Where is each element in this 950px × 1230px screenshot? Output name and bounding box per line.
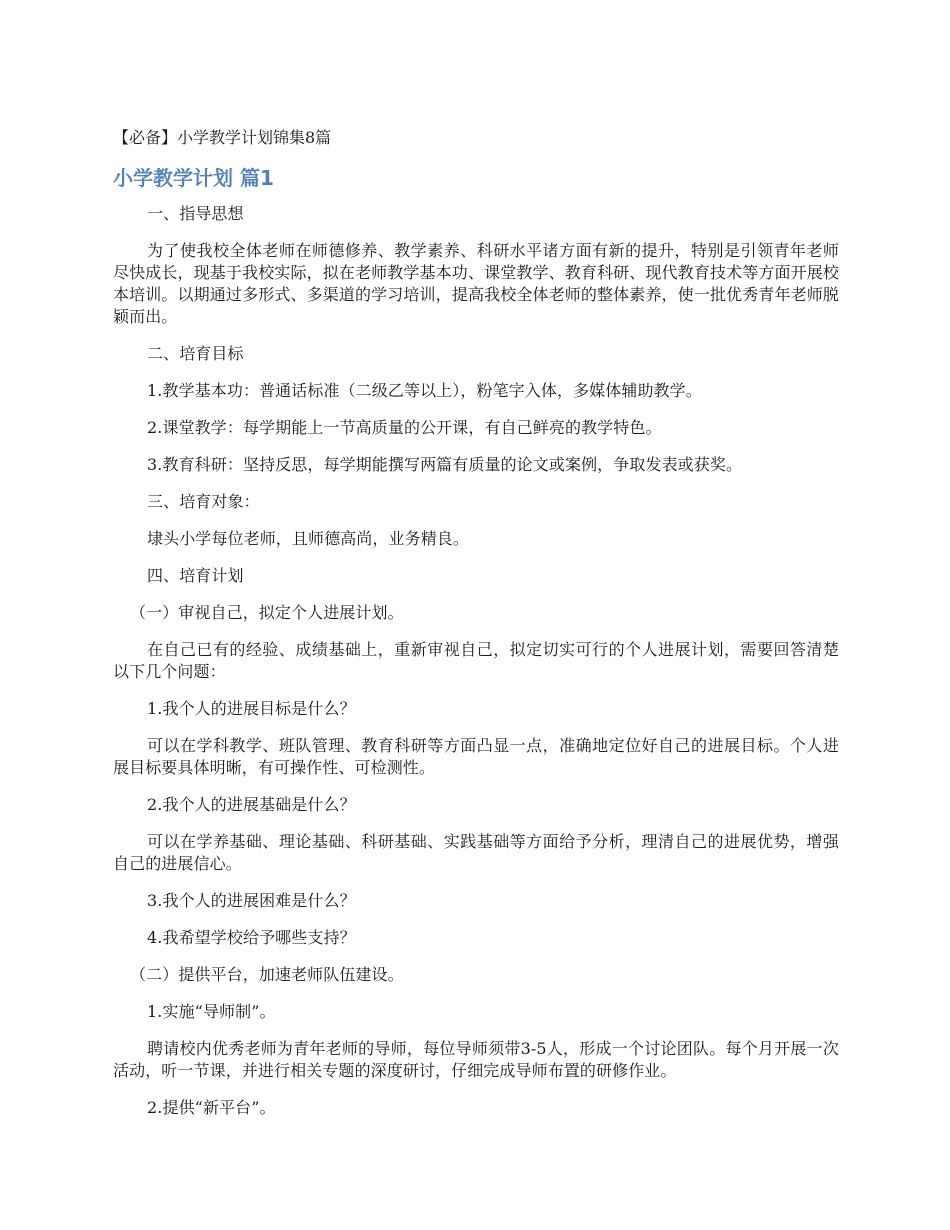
paragraph: 1.实施“导师制”。 [147, 1002, 276, 1021]
section-heading: 小学教学计划 篇1 [113, 166, 274, 190]
paragraph: 1.我个人的进展目标是什么？ [147, 699, 356, 718]
paragraph: 1.教学基本功：普通话标准（二级乙等以上），粉笔字入体，多媒体辅助教学。 [147, 381, 702, 400]
paragraph: 一、指导思想 [147, 204, 244, 223]
paragraph: 2.课堂教学：每学期能上一节高质量的公开课，有自己鲜亮的教学特色。 [147, 418, 662, 437]
paragraph: （一）审视自己，拟定个人进展计划。 [130, 603, 404, 622]
paragraph: 可以在学科教学、班队管理、教育科研等方面凸显一点，准确地定位好自己的进展目标。个人进展目标要具体明晰，有可操作性、可检测性。 [113, 736, 839, 777]
paragraph: 4.我希望学校给予哪些支持？ [147, 928, 356, 947]
paragraph: 3.我个人的进展困难是什么？ [147, 891, 356, 910]
document-body [113, 203, 839, 1134]
paragraph: 为了使我校全体老师在师德修养、教学素养、科研水平诸方面有新的提升，特别是引领青年老师尽快成长，现基于我校实际，拟在老师教学基本功、课堂教学、教育科研、现代教育技术等方面开展校本培训。以期通过多形式、多渠道的学习培训，提高我校全体老师的整体素养，使一批优秀青年老师脱颖而出。 [113, 241, 839, 326]
paragraph: 埭头小学每位老师，且师德高尚，业务精良。 [147, 529, 470, 548]
paragraph: 2.我个人的进展基础是什么？ [147, 795, 356, 814]
document-title: 【必备】小学教学计划锦集8篇 [113, 128, 332, 147]
paragraph: 二、培育目标 [147, 344, 244, 363]
paragraph: 可以在学养基础、理论基础、科研基础、实践基础等方面给予分析，理清自己的进展优势，增强自己的进展信心。 [113, 832, 839, 873]
paragraph: （二）提供平台，加速老师队伍建设。 [130, 965, 404, 984]
paragraph: 在自己已有的经验、成绩基础上，重新审视自己，拟定切实可行的个人进展计划，需要回答清楚以下几个问题： [113, 640, 839, 681]
paragraph: 3.教育科研：坚持反思，每学期能撰写两篇有质量的论文或案例，争取发表或获奖。 [147, 455, 743, 474]
paragraph: 四、培育计划 [147, 566, 244, 585]
paragraph: 2.提供“新平台”。 [147, 1098, 276, 1117]
paragraph: 三、培育对象： [147, 492, 260, 511]
paragraph: 聘请校内优秀老师为青年老师的导师，每位导师须带3-5人，形成一个讨论团队。每个月开展一次活动，听一节课，并进行相关专题的深度研讨，仔细完成导师布置的研修作业。 [113, 1039, 839, 1080]
